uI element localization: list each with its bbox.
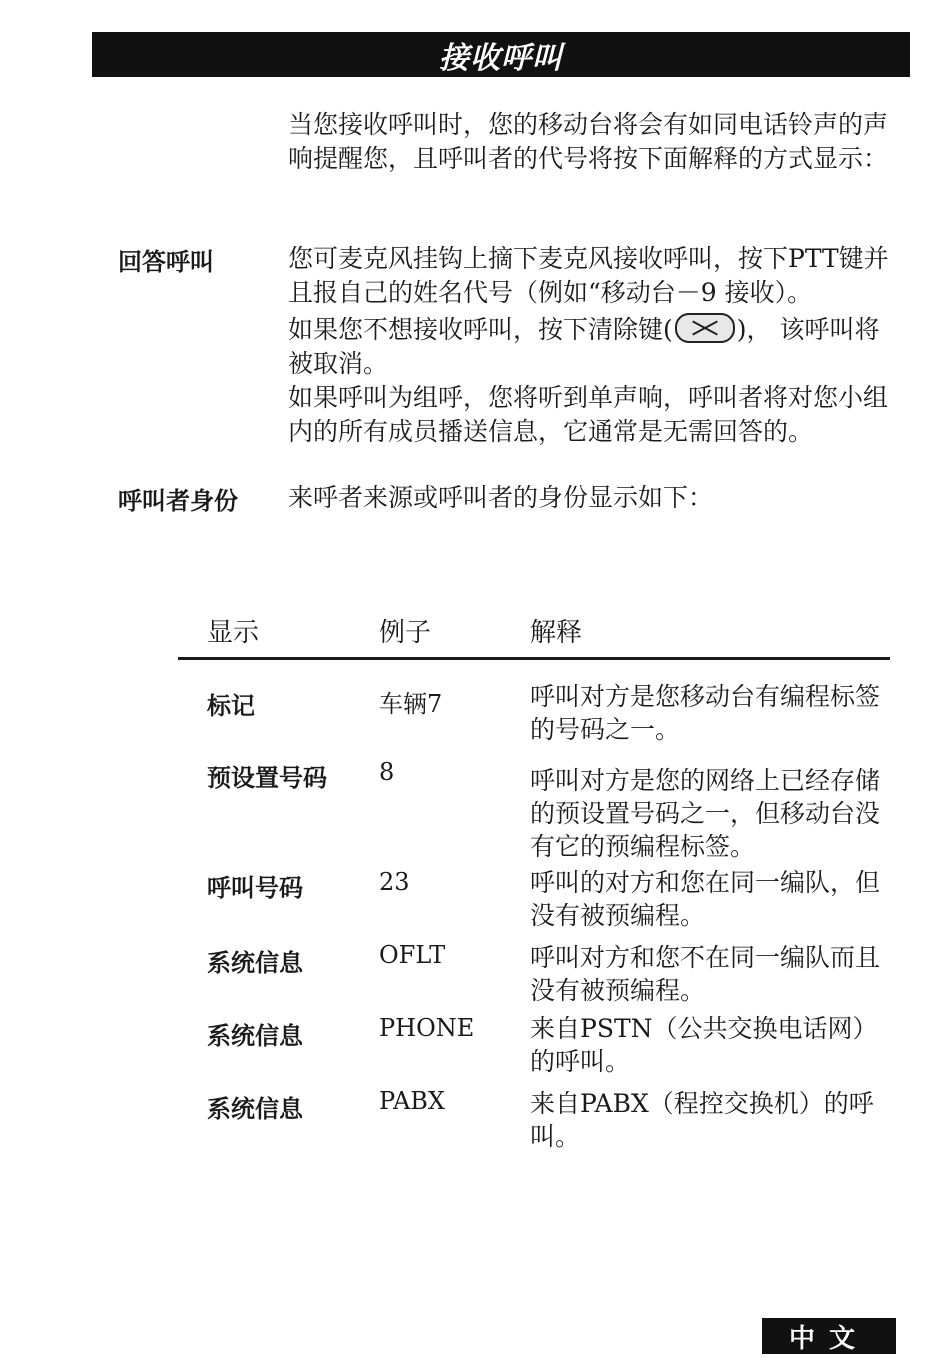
answer-paragraph-2-end: )， 该呼叫将被取消。 — [288, 315, 880, 378]
table-header-display: 显示 — [207, 618, 260, 648]
row-display: 系统信息 — [207, 1022, 303, 1050]
section-title: 接收呼叫 — [439, 40, 563, 76]
clear-key-icon — [675, 313, 735, 343]
row-example: 车辆7 — [379, 690, 443, 718]
row-display: 呼叫号码 — [207, 874, 303, 902]
answer-paragraph-2 — [288, 313, 898, 381]
language-label: 中文 — [788, 1323, 869, 1354]
row-explanation: 来自PABX（程控交换机）的呼叫。 — [530, 1089, 874, 1151]
row-display: 系统信息 — [207, 1095, 303, 1123]
row-explanation: 呼叫的对方和您在同一编队，但没有被预编程。 — [530, 868, 881, 930]
row-display: 预设置号码 — [207, 764, 327, 792]
answer-paragraph-3: 如果呼叫为组呼，您将听到单声响，呼叫者将对您小组内的所有成员播送信息，它通常是无需回答的。 — [288, 383, 889, 446]
row-explanation: 呼叫对方是您的网络上已经存储的预设置号码之一，但移动台没有它的预编程标签。 — [530, 766, 881, 861]
row-explanation: 来自PSTN（公共交换电话网）的呼叫。 — [530, 1014, 878, 1076]
caller-id-label: 呼叫者身份 — [118, 487, 238, 515]
table-header-example: 例子 — [379, 618, 432, 648]
table-header-rule — [178, 657, 890, 660]
answer-call-label: 回答呼叫 — [118, 248, 214, 276]
row-example: OFLT — [379, 941, 446, 969]
answer-paragraph-2-start: 如果您不想接收呼叫，按下清除键( — [288, 315, 673, 344]
row-explanation: 呼叫对方是您移动台有编程标签的号码之一。 — [530, 682, 881, 744]
language-tab — [762, 1318, 896, 1354]
row-display: 标记 — [207, 692, 255, 720]
row-example: PABX — [379, 1087, 445, 1115]
intro-paragraph: 当您接收呼叫时，您的移动台将会有如同电话铃声的声响提醒您，且呼叫者的代号将按下面解释的方式显示： — [288, 110, 889, 173]
row-example: PHONE — [379, 1014, 475, 1042]
table-header-explanation: 解释 — [530, 618, 583, 648]
row-explanation: 呼叫对方和您不在同一编队而且没有被预编程。 — [530, 943, 881, 1005]
caller-id-text: 来呼者来源或呼叫者的身份显示如下： — [288, 483, 714, 512]
row-display: 系统信息 — [207, 949, 303, 977]
row-example: 23 — [379, 868, 410, 896]
row-example: 8 — [379, 758, 395, 786]
answer-paragraph-1: 您可麦克风挂钩上摘下麦克风接收呼叫，按下PTT键并且报自己的姓名代号（例如“移动台－9 接收）。 — [288, 244, 889, 307]
section-title-bar — [92, 32, 910, 77]
